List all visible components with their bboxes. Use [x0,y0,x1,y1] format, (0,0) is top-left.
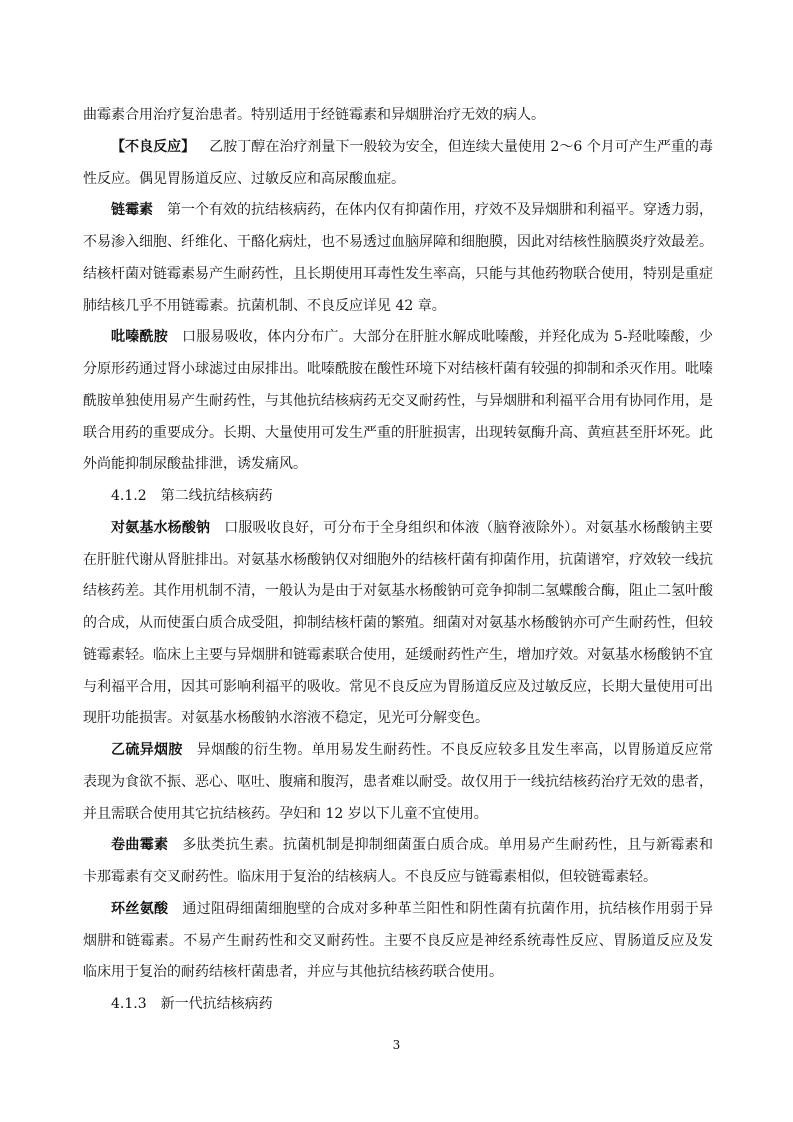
text-line: 链霉素轻。临床上主要与异烟肼和链霉素联合使用，延缓耐药性产生，增加疗效。对氨基水杨酸钠不宜 [83,646,713,663]
text-line [83,830,713,862]
text-line: 4.1.3 新一代抗结核病药 [111,996,273,1012]
section-heading [83,989,713,1021]
text-line: 与利福平合用，因其可影响利福平的吸收。常见不良反应为胃肠道反应及过敏反应，长期大量使用可出 [83,678,713,695]
line-text: 多肽类抗生素。抗菌机制是抑制细菌蛋白质合成。单用易产生耐药性，且与新霉素和 [182,837,713,854]
page-number: 3 [392,1038,401,1052]
line-text: 通过阻碍细菌细胞壁的合成对多种革兰阳性和阴性菌有抗菌作用，抗结核作用弱于异 [182,900,713,917]
text-line [83,735,713,767]
paragraph [83,735,713,830]
text-line: 的合成，从而使蛋白质合成受阻，抑制结核杆菌的繁殖。细菌对对氨基水杨酸钠亦可产生耐药性，但较 [83,615,713,631]
text-line: 不易渗入细胞、纤维化、干酪化病灶，也不易透过血脑屏障和细胞膜，因此对结核性脑膜炎疗效最差。 [83,234,713,250]
text-line [83,322,713,354]
text-line: 并且需联合使用其它抗结核药。孕妇和 12 岁以下儿童不宜使用。 [83,805,488,822]
line-text: 口服吸收良好，可分布于全身组织和体液（脑脊液除外）。对氨基水杨酸钠主要 [224,519,713,536]
text-line: 肺结核几乎不用链霉素。抗菌机制、不良反应详见 42 章。 [83,297,446,314]
line-text: 第一个有效的抗结核病药，在体内仅有抑菌作用，疗效不及异烟肼和利福平。穿透力弱， [167,202,713,219]
text-line: 在肝脏代谢从肾脏排出。对氨基水杨酸钠仅对细胞外的结核杆菌有抑菌作用，抗菌谱窄，疗效较一线抗 [83,551,713,568]
drug-term: 环丝氨酸 [111,900,169,917]
paragraph [83,894,713,989]
text-line: 烟肼和链霉素。不易产生耐药性和交叉耐药性。主要不良反应是神经系统毒性反应、胃肠道反应及发 [83,932,713,949]
paragraph [83,132,713,196]
text-line: 联合用药的重要成分。长期、大量使用可发生严重的肝脏损害，出现转氨酶升高、黄疸甚至肝坏死。此 [83,424,713,441]
text-line: 表现为食欲不振、恶心、呕吐、腹痛和腹泻，患者难以耐受。故仅用于一线抗结核药治疗无效的患者， [83,773,713,790]
paragraph [83,513,713,735]
text-line: 性反应。偶见胃肠道反应、过敏反应和高尿酸血症。 [83,170,405,187]
line-text: 口服易吸收，体内分布广。大部分在肝脏水解成吡嗪酸，并羟化成为 5-羟吡嗪酸，少 [181,329,713,346]
document-body [83,100,713,1021]
text-line: 临床用于复治的耐药结核杆菌患者，并应与其他抗结核药联合使用。 [83,964,503,981]
drug-term: 链霉素 [111,202,153,219]
section-heading [83,481,713,513]
text-line: 分原形药通过肾小球滤过由尿排出。吡嗪酰胺在酸性环境下对结核杆菌有较强的抑制和杀灭作用。吡嗪 [83,361,713,377]
text-line: 酰胺单独使用易产生耐药性，与其他抗结核病药无交叉耐药性，与异烟肼和利福平合用有协同作用，是 [83,392,713,409]
drug-term: 吡嗪酰胺 [111,329,168,346]
drug-term: 【不良反应】 [111,138,196,155]
drug-term: 卷曲霉素 [111,837,169,854]
drug-term: 对氨基水杨酸钠 [111,519,211,536]
paragraph [83,322,713,481]
text-line: 卡那霉素有交叉耐药性。临床用于复治的结核病人。不良反应与链霉素相似，但较链霉素轻。 [83,869,657,885]
paragraph [83,100,713,132]
text-line [83,894,713,926]
text-line: 结核杆菌对链霉素易产生耐药性，且长期使用耳毒性发生率高，只能与其他药物联合使用，特别是重症 [83,265,713,282]
text-line [83,132,713,164]
text-line: 现肝功能损害。对氨基水杨酸钠水溶液不稳定，见光可分解变色。 [83,710,489,727]
line-text: 异烟酸的衍生物。单用易发生耐药性。不良反应较多且发生率高，以胃肠道反应常 [196,742,713,758]
text-line [83,195,713,227]
paragraph [83,830,713,894]
text-line: 4.1.2 第二线抗结核病药 [111,488,273,504]
text-line: 曲霉素合用治疗复治患者。特别适用于经链霉素和异烟肼治疗无效的病人。 [83,107,545,123]
text-line [83,513,713,545]
text-line: 外尚能抑制尿酸盐排泄，诱发痛风。 [83,456,307,473]
text-line: 结核药差。其作用机制不清，一般认为是由于对氨基水杨酸钠可竞争抑制二氢蝶酸合酶，阻止二氢叶酸 [83,583,713,600]
paragraph [83,195,713,322]
line-text: 乙胺丁醇在治疗剂量下一般较为安全，但连续大量使用 2～6 个月可产生严重的毒 [209,138,713,155]
drug-term: 乙硫异烟胺 [111,742,183,758]
